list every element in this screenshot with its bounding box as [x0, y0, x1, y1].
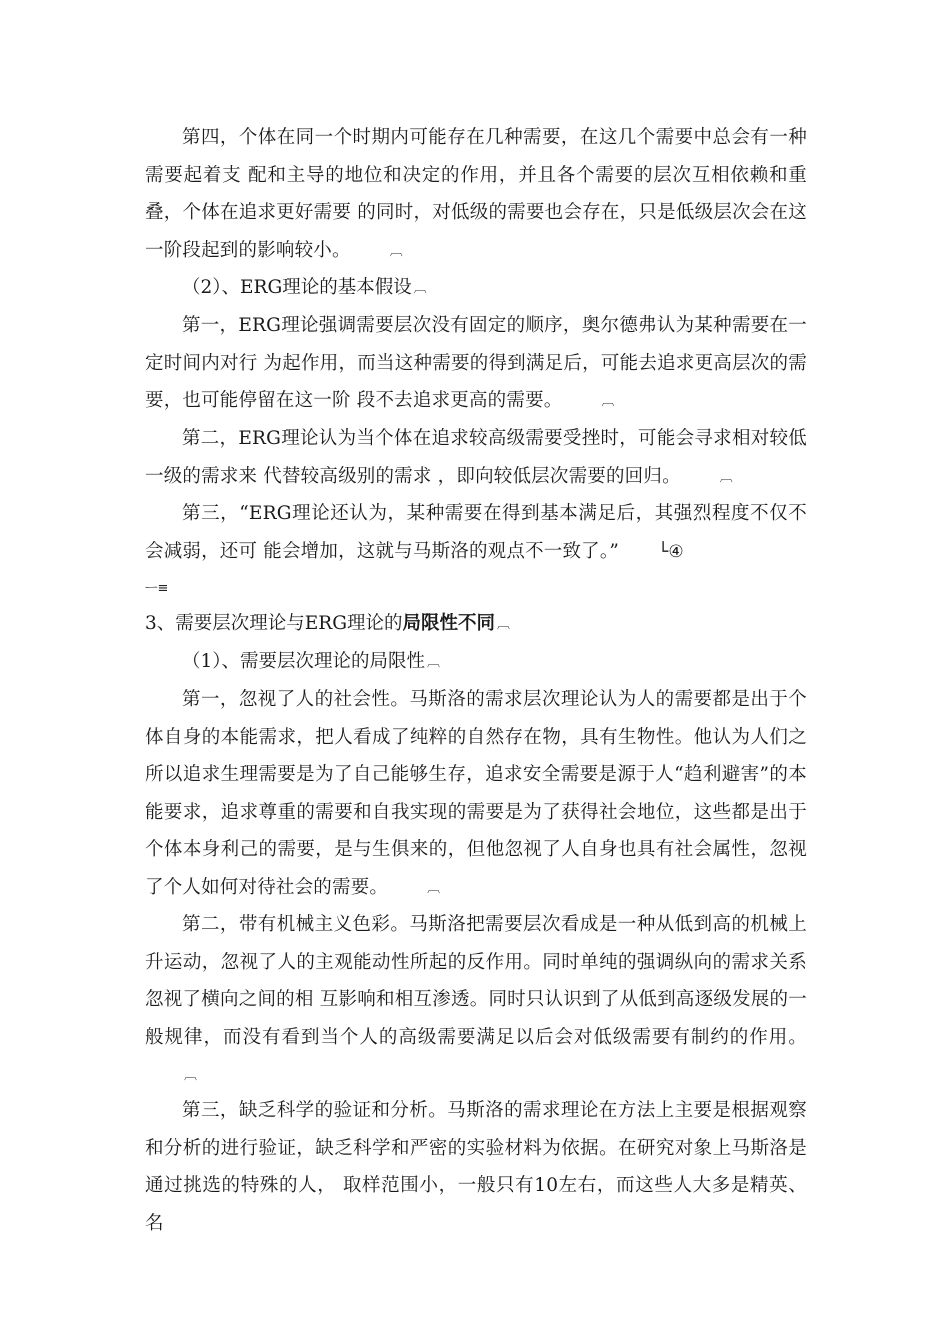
paragraph-text: 第一，ERG理论强调需要层次没有固定的顺序，奥尔德弗认为某种需要在一定时间内对行 为起作用，而当这种需要的得到满足后，可能去追求更高层次的需要，也可能停留在这一阶 段不去追求更高的需要。: [145, 315, 807, 411]
paragraph-mark-icon: ︹: [413, 281, 427, 296]
paragraph-erg-first: [145, 307, 807, 420]
heading-bold-text: 局限性不同: [402, 613, 495, 634]
paragraph-fourth-point: [145, 119, 807, 269]
section-heading-3: [145, 605, 510, 643]
paragraph-limitation-second: [145, 906, 807, 1094]
subheading-hierarchy-limitations: [182, 643, 440, 681]
subheading-erg-assumptions: [182, 269, 427, 307]
subheading-text: （2）、ERG理论的基本假设: [182, 277, 412, 298]
paragraph-limitation-first: [145, 681, 807, 906]
paragraph-erg-third: [145, 495, 807, 571]
paragraph-mark-icon: ︹: [184, 1068, 198, 1083]
paragraph-text: 第二，带有机械主义色彩。马斯洛把需要层次看成是一种从低到高的机械上升运动，忽视了人的主观能动性所起的反作用。同时单纯的强调纵向的需求关系忽视了横向之间的相 互影响和相互渗透。同时只认识到了从低到高逐级发展的一般规律，而没有看到当个人的高级需要满足以后会对低级需要有制约的作用。: [145, 914, 807, 1048]
paragraph-text: 第三，缺乏科学的验证和分析。马斯洛的需求理论在方法上主要是根据观察和分析的进行验证，缺乏科学和严密的实验材料为依据。在研究对象上马斯洛是通过挑选的特殊的人， 取样范围小，一般只有10左右，而这些人大多是精英、名: [145, 1100, 807, 1234]
footnote-marker-icon: └④: [658, 541, 684, 562]
paragraph-mark-icon: ︹: [427, 880, 441, 896]
paragraph-mark-icon: ︹: [719, 469, 733, 485]
paragraph-text: 第四，个体在同一个时期内可能存在几种需要，在这几个需要中总会有一种需要起着支 配和主导的地位和决定的作用，并且各个需要的层次互相依赖和重叠，个体在追求更好需要 的同时，对低级的需要也会存在，只是低级层次会在这一阶段起到的影响较小。: [145, 127, 807, 261]
paragraph-mark-icon: ︹: [601, 394, 615, 409]
paragraph-mark-icon: ︹: [497, 617, 511, 632]
paragraph-limitation-third: [145, 1092, 807, 1242]
paragraph-text: 第三，“ERG理论还认为，某种需要在得到基本满足后，其强烈程度不仅不会减弱，还可 能会增加，这就与马斯洛的观点不一致了。”: [145, 503, 807, 562]
subheading-text: （1）、需要层次理论的局限性: [182, 651, 426, 672]
section-break-mark-icon: ᅳ≡: [145, 581, 169, 596]
paragraph-erg-second: [145, 420, 807, 495]
paragraph-mark-icon: ︹: [427, 655, 441, 670]
heading-text: 3、需要层次理论与ERG理论的: [145, 613, 403, 634]
paragraph-text: 第一，忽视了人的社会性。马斯洛的需求层次理论认为人的需要都是出于个体自身的本能需求，把人看成了纯粹的自然存在物，具有生物性。他认为人们之所以追求生理需要是为了自己能够生存，追求安全需要是源于人“趋利避害”的本能要求，追求尊重的需要和自我实现的需要是为了获得社会地位，这些都是出于个体本身利己的需要，是与生俱来的，但他忽视了人自身也具有社会属性，忽视了个人如何对待社会的需要。: [145, 689, 807, 898]
paragraph-text: 第二，ERG理论认为当个体在追求较高级需要受挫时，可能会寻求相对较低一级的需求来 代替较高级别的需求 ，即向较低层次需要的回归。: [145, 428, 807, 487]
paragraph-mark-icon: ︹: [389, 243, 403, 259]
